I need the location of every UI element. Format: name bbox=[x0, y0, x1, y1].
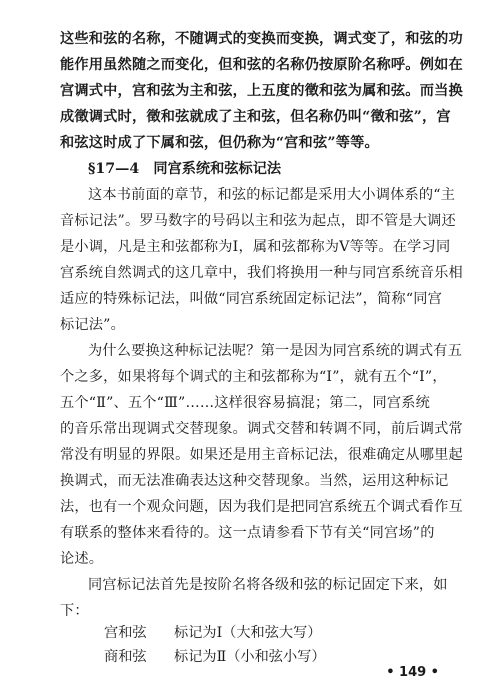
text-line: 下： bbox=[60, 603, 89, 619]
text-line: 标记法”。 bbox=[60, 317, 126, 333]
text-line: 五个“Ⅱ”、五个“Ⅲ”……这样很容易搞混；第二，同宫系统 bbox=[60, 395, 431, 411]
text-line: 为什么要换这种标记法呢？第一是因为同宫系统的调式有五 bbox=[88, 343, 463, 359]
text-line: 能作用虽然随之而变化，但和弦的名称仍按原阶名称呼。例如在 bbox=[60, 57, 463, 73]
text-line: 成徵调式时，徵和弦就成了主和弦，但名称仍叫“徵和弦”，宫 bbox=[60, 109, 451, 125]
text-line: 是小调，凡是主和弦都称为Ⅰ，属和弦都称为Ⅴ等等。在学习同 bbox=[60, 239, 451, 255]
text-line: 音标记法”。罗马数字的号码以主和弦为起点，即不管是大调还 bbox=[60, 213, 456, 229]
text-line: 换调式，而无法准确表达这种交替现象。当然，运用这种标记 bbox=[60, 473, 449, 489]
text-line: 个之多，如果将每个调式的主和弦都称为“Ⅰ”，就有五个“Ⅰ”， bbox=[60, 369, 447, 385]
text-line: 法，也有一个观众问题，因为我们是把同宫系统五个调式看作互 bbox=[60, 499, 463, 515]
section-heading: §17—4 同宫系统和弦标记法 bbox=[88, 161, 282, 177]
chord-name: 商和弦 bbox=[104, 649, 147, 665]
text-line: 宫调式中，宫和弦为主和弦，上五度的徵和弦为属和弦。而当换 bbox=[60, 83, 463, 99]
chord-mark: 标记为Ⅰ（大和弦大写） bbox=[174, 625, 322, 641]
chord-name: 宫和弦 bbox=[104, 625, 147, 641]
text-line: 同宫标记法首先是按阶名将各级和弦的标记固定下来，如 bbox=[88, 577, 448, 593]
page-number: • 149 • bbox=[386, 665, 439, 680]
text-line: 的音乐常出现调式交替现象。调式交替和转调不同，前后调式常 bbox=[60, 421, 463, 437]
text-line: 适应的特殊标记法，叫做“同宫系统固定标记法”，简称“同宫 bbox=[60, 291, 443, 307]
text-line: 这本书前面的章节，和弦的标记都是采用大小调体系的“主 bbox=[88, 187, 456, 203]
text-line: 和弦这时成了下属和弦，但仍称为“宫和弦”等等。 bbox=[60, 135, 379, 151]
text-line: 这些和弦的名称，不随调式的变换而变换，调式变了，和弦的功 bbox=[60, 31, 463, 47]
text-line: 宫系统自然调式的这几章中，我们将换用一种与同宫系统音乐相 bbox=[60, 265, 463, 281]
text-line: 论述。 bbox=[60, 551, 104, 567]
chord-mark: 标记为Ⅱ（小和弦小写） bbox=[174, 649, 326, 665]
text-line: 有联系的整体来看待的。这一点请参看下节有关“同宫场”的 bbox=[60, 525, 435, 541]
text-line: 常没有明显的界限。如果还是用主音标记法，很难确定从哪里起 bbox=[60, 447, 463, 463]
